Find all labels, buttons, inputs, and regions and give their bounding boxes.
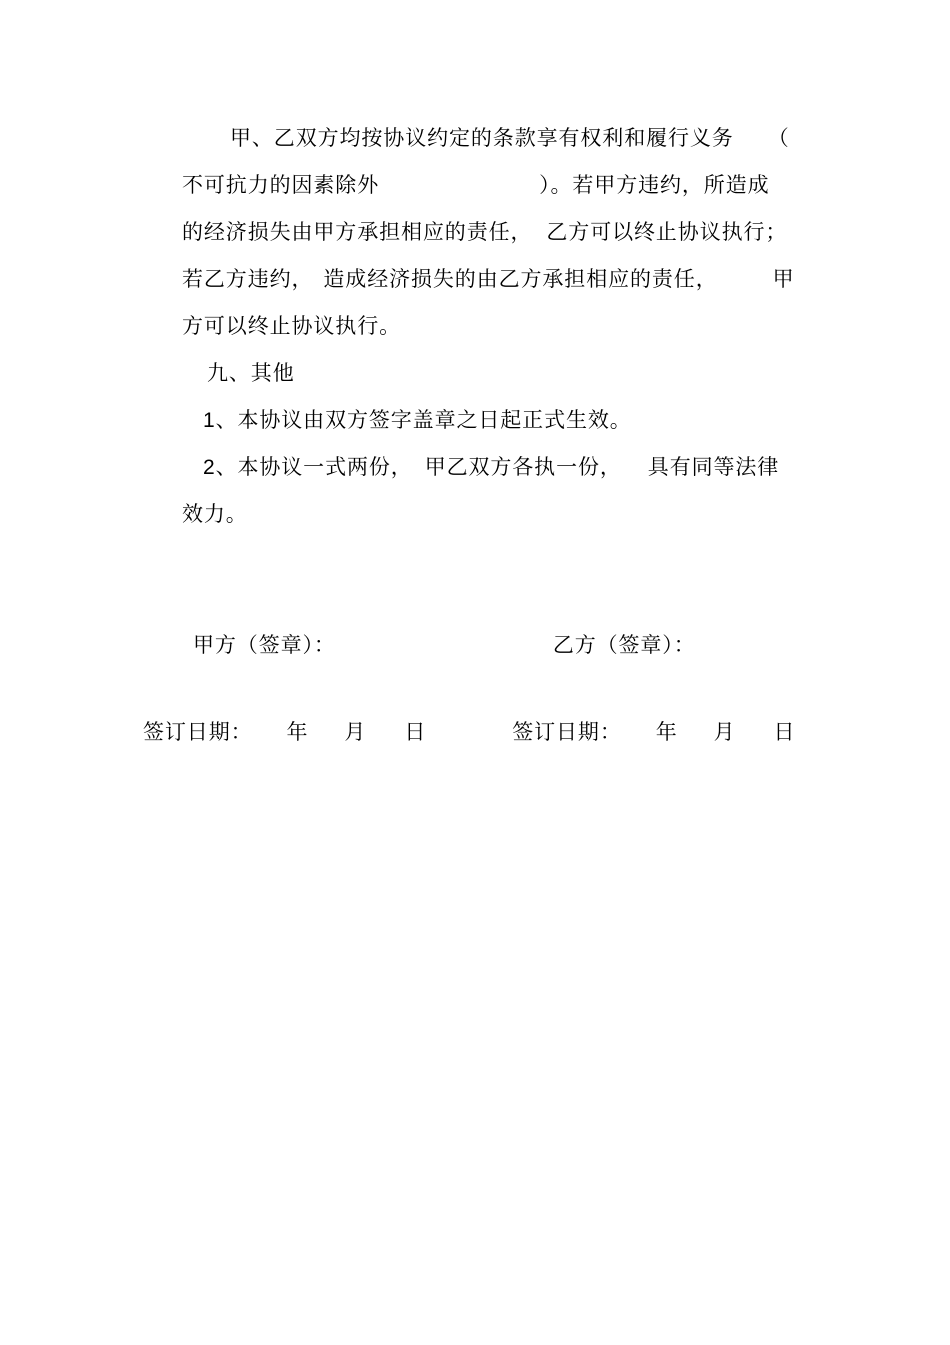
year-label: 年	[286, 721, 309, 744]
date-blank-space	[736, 738, 774, 739]
blank-fill-space	[718, 285, 773, 286]
clause-text: 2、本协议一式两份，	[203, 456, 413, 479]
clause-text: 甲、乙双方均按协议约定的条款享有权利和履行义务	[230, 127, 734, 150]
clause-text: 甲	[772, 268, 795, 291]
clause-text: 1、本协议由双方签字盖章之日起正式生效。	[203, 409, 632, 432]
clause-text: 方可以终止协议执行。	[182, 315, 401, 338]
blank-fill-space	[532, 238, 546, 239]
clause-item-2-line-1	[182, 444, 842, 491]
date-blank-space	[253, 738, 287, 739]
month-label: 月	[344, 721, 367, 744]
blank-fill-space	[413, 473, 425, 474]
signature-row	[193, 622, 696, 669]
signature-space	[336, 651, 553, 652]
year-label: 年	[655, 721, 678, 744]
heading-text: 九、其他	[207, 362, 295, 385]
blank-fill-space	[313, 285, 323, 286]
date-blank-space	[622, 738, 656, 739]
month-label: 月	[713, 721, 736, 744]
clause-text: 效力。	[182, 503, 248, 526]
party-b-signature-label: 乙方（签章）：	[552, 634, 696, 657]
open-paren-text: （	[767, 127, 790, 150]
section-heading-others	[182, 350, 842, 397]
blank-fill-space	[622, 473, 648, 474]
clause-line-3	[182, 209, 842, 256]
day-label: 日	[404, 721, 427, 744]
clause-line-1	[182, 115, 842, 162]
blank-fill-space	[734, 144, 768, 145]
clause-text: 若乙方违约，	[182, 268, 314, 291]
date-blank-space	[678, 738, 714, 739]
party-a-signature-label: 甲方（签章）：	[193, 634, 336, 657]
date-blank-space	[308, 738, 344, 739]
signing-date-label-party-b: 签订日期：	[512, 721, 622, 744]
day-label: 日	[773, 721, 796, 744]
clause-text: 乙方可以终止协议执行；	[546, 221, 788, 244]
clause-text: 甲乙双方各执一份，	[424, 456, 622, 479]
clause-line-5	[182, 303, 842, 350]
clause-line-4	[182, 256, 842, 303]
clause-text: 具有同等法律	[647, 456, 780, 479]
contract-body	[182, 115, 842, 538]
clause-line-2	[182, 162, 842, 209]
clause-text: ）。若甲方违约，所造成	[539, 174, 770, 197]
date-blank-space	[366, 738, 404, 739]
blank-fill-area	[379, 191, 539, 192]
clause-item-1	[182, 397, 842, 444]
clause-text: 不可抗力的因素除外	[182, 174, 380, 197]
signing-date-row	[143, 709, 795, 756]
clause-item-2-line-2	[182, 491, 842, 538]
signing-date-label-party-a: 签订日期：	[143, 721, 253, 744]
date-blank-space	[426, 738, 512, 739]
clause-text: 的经济损失由甲方承担相应的责任，	[182, 221, 533, 244]
clause-text: 造成经济损失的由乙方承担相应的责任，	[323, 268, 718, 291]
